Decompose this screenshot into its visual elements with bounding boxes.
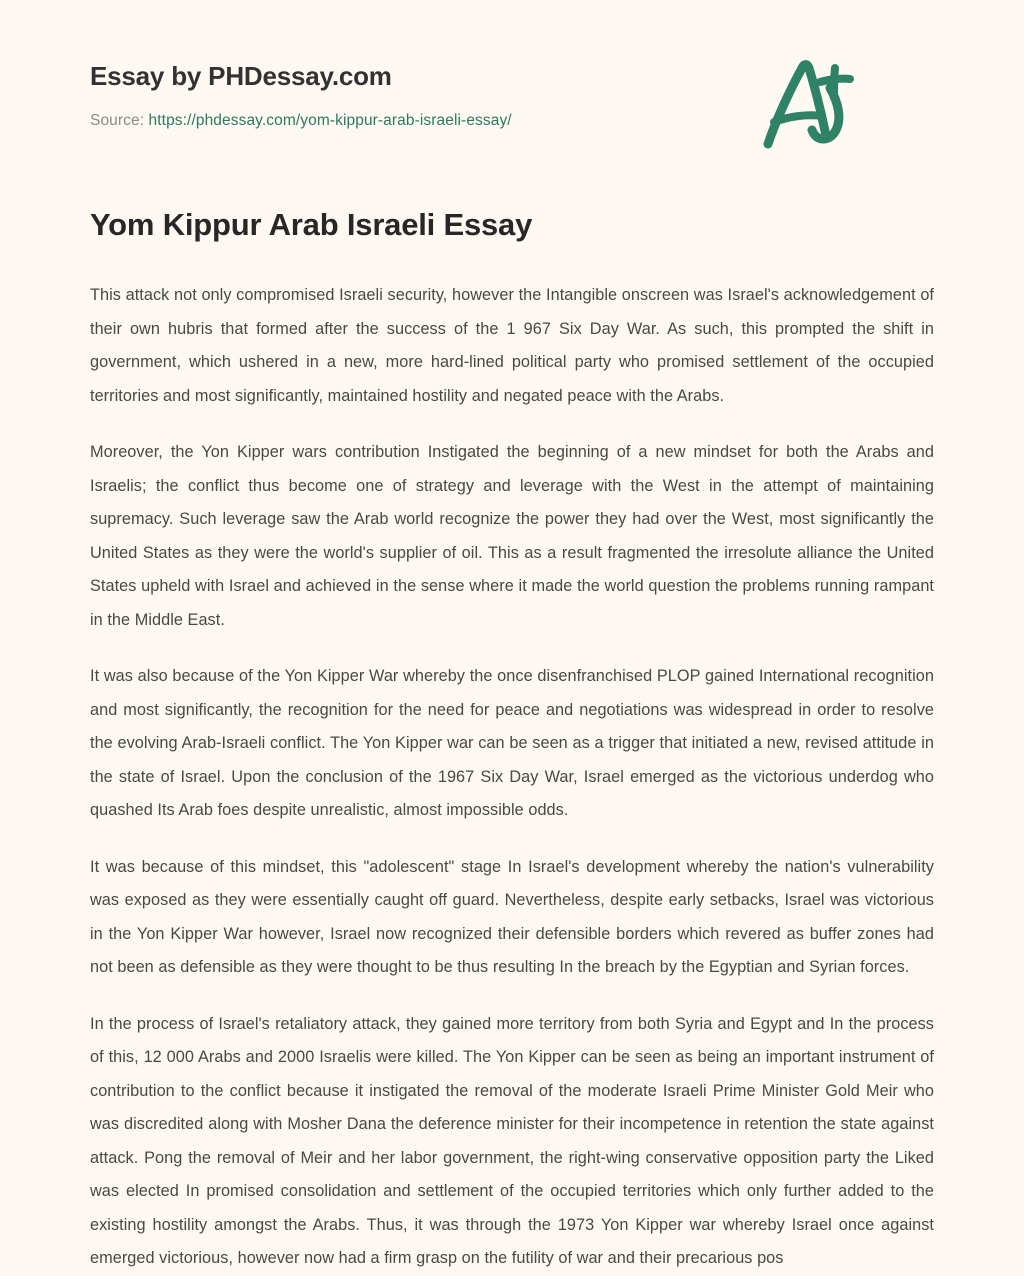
paragraph: Moreover, the Yon Kipper wars contribution Instigated the beginning of a new mindset for both the Arabs and Israelis; the conflict thus become one of strategy and leverage with the West in the attempt of maintaining supremacy. Such leverage saw the Arab world recognize the power they had over the West, most significantly the United States as they were the world's supplier of oil. This as a result fragmented the irresolute alliance the United States upheld with Israel and achieved in the sense where it made the world question the problems running rampant in the Middle East. bbox=[90, 443, 934, 629]
a-plus-logo-icon bbox=[746, 46, 866, 166]
brand-title: Essay by PHDessay.com bbox=[90, 61, 392, 91]
paragraph: This attack not only compromised Israeli security, however the Intangible onscreen was Israel's acknowledgement of their own hubris that formed after the success of the 1 967 Six Day War. As such, this prompted the shift in government, which ushered in a new, more hard-lined political party who promised settlement of the occupied territories and most significantly, maintained hostility and negated peace with the Arabs. bbox=[90, 286, 934, 405]
paragraph: It was also because of the Yon Kipper War whereby the once disenfranchised PLOP gained International recognition and most significantly, the recognition for the need for peace and negotiations was widespread in order to resolve the evolving Arab-Israeli conflict. The Yon Kipper war can be seen as a trigger that initiated a new, revised attitude in the state of Israel. Upon the conclusion of the 1967 Six Day War, Israel emerged as the victorious underdog who quashed Its Arab foes despite unrealistic, almost impossible odds. bbox=[90, 667, 934, 820]
page-header bbox=[90, 0, 934, 130]
page-title: Yom Kippur Arab Israeli Essay bbox=[90, 207, 533, 242]
paragraph: It was because of this mindset, this "adolescent" stage In Israel's development whereby the nation's vulnerability was exposed as they were essentially caught off guard. Nevertheless, despite early setbacks, Israel was victorious in the Yon Kipper War however, Israel now recognized their defensible borders which revered as buffer zones had not been as defensible as they were thought to be thus resulting In the breach by the Egyptian and Syrian forces. bbox=[90, 857, 934, 977]
paragraph: In the process of Israel's retaliatory attack, they gained more territory from both Syria and Egypt and In the process of this, 12 000 Arabs and 2000 Israelis were killed. The Yon Kipper can be seen as being an important instrument of contribution to the conflict because it instigated the removal of the moderate Israeli Prime Minister Gold Meir who was discredited along with Mosher Dana the deference minister for their incompetence in retention the state against attack. Pong the removal of Meir and her labor government, the right-wing conservative opposition party the Liked was elected In promised consolidation and settlement of the occupied territories which only further added to the existing hostility amongst the Arabs. Thus, it was through the 1973 Yon Kipper war whereby Israel once against emerged victorious, however now had a firm grasp on the futility of war and their precarious pos bbox=[90, 1014, 934, 1268]
source-link[interactable]: https://phdessay.com/yom-kippur-arab-israeli-essay/ bbox=[148, 111, 512, 129]
source-label: Source: bbox=[90, 111, 145, 129]
essay-body bbox=[90, 243, 934, 1276]
